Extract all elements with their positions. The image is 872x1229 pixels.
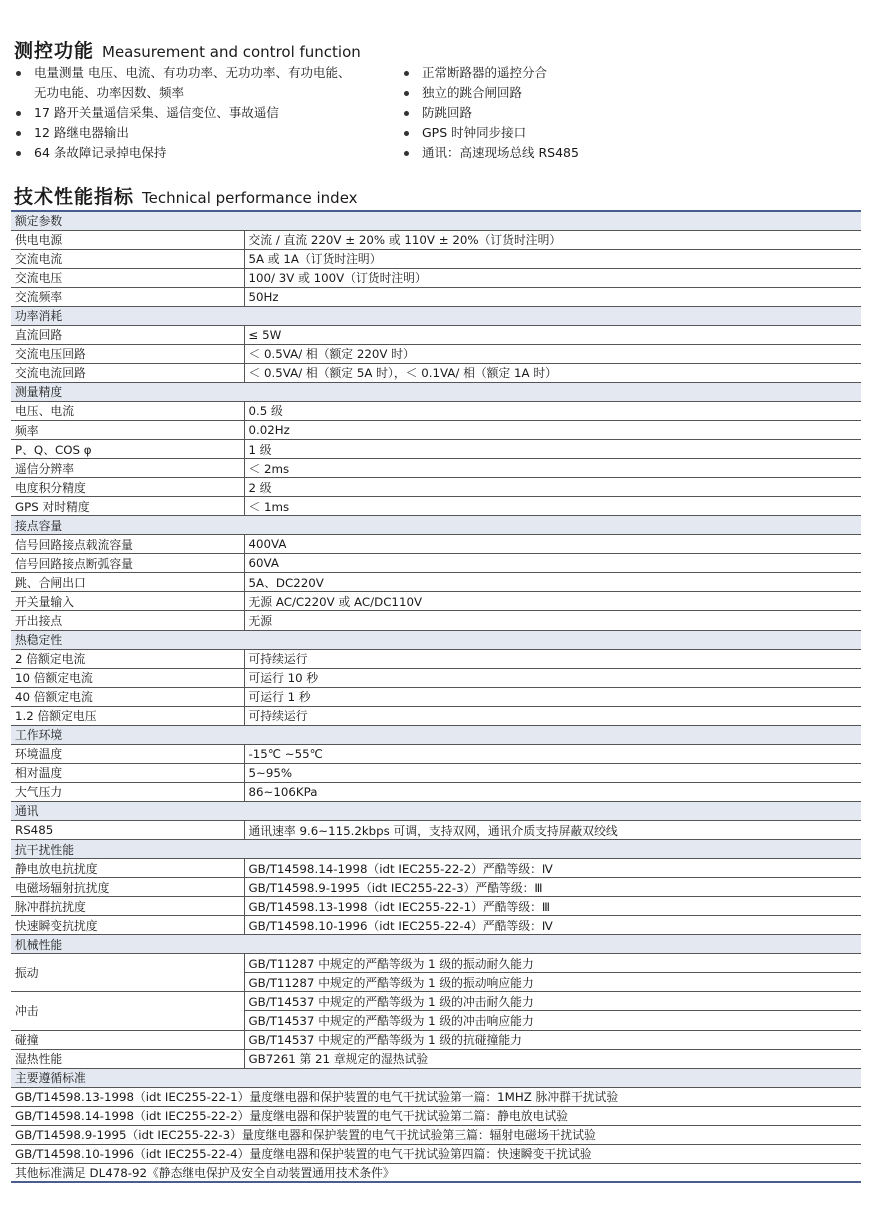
group-header-power [11, 306, 861, 325]
feature-text: 17 路开关量遥信采集、遥信变位、事故遥信 [34, 105, 279, 120]
feature-item [14, 63, 404, 103]
group-header-mechanical [11, 935, 861, 954]
feature-text: GPS 时钟同步接口 [422, 125, 527, 140]
table-row [11, 1049, 861, 1068]
table-cell: 交流电压回路 [11, 344, 244, 363]
table-cell: 主要遵循标准 [11, 1068, 861, 1087]
table-cell: 供电电源 [11, 230, 244, 249]
table-row [11, 1125, 861, 1144]
feature-item [402, 123, 842, 143]
table-cell: 大气压力 [11, 782, 244, 801]
feature-item [402, 143, 842, 163]
table-cell: ≤ 5W [244, 325, 861, 344]
table-cell: 86~106KPa [244, 782, 861, 801]
table-cell: GB/T14598.10-1996（idt IEC255-22-4）量度继电器和保护装置的电气干扰试验第四篇：快速瞬变干扰试验 [11, 1144, 861, 1163]
table-cell: 相对温度 [11, 763, 244, 782]
table-row [11, 763, 861, 782]
table-row [11, 668, 861, 687]
table-cell: 振动 [11, 954, 244, 992]
table-cell: 可持续运行 [244, 649, 861, 668]
table-cell: 信号回路接点断弧容量 [11, 554, 244, 573]
feature-text: 电量测量 电压、电流、有功功率、无功功率、有功电能、 [34, 65, 351, 80]
table-row [11, 535, 861, 554]
table-row [11, 554, 861, 573]
table-row [11, 859, 861, 878]
table-cell: 通讯速率 9.6~115.2kbps 可调，支持双网，通讯介质支持屏蔽双绞线 [244, 821, 861, 840]
group-header-emc [11, 840, 861, 859]
table-cell: 功率消耗 [11, 306, 861, 325]
table-cell: GB/T14537 中规定的严酷等级为 1 级的抗碰撞能力 [244, 1030, 861, 1049]
table-cell: 其他标准满足 DL478-92《静态继电保护及安全自动装置通用技术条件》 [11, 1163, 861, 1182]
table-row [11, 325, 861, 344]
table-cell: GB/T14598.13-1998（idt IEC255-22-1）量度继电器和保护装置的电气干扰试验第一篇：1MHZ 脉冲群干扰试验 [11, 1087, 861, 1106]
table-cell: ＜ 0.5VA/ 相（额定 220V 时） [244, 344, 861, 363]
spec-table [11, 210, 861, 1183]
table-cell: 冲击 [11, 992, 244, 1030]
table-row [11, 478, 861, 497]
table-row [11, 363, 861, 382]
table-row [11, 268, 861, 287]
table-cell: GPS 对时精度 [11, 497, 244, 516]
table-cell: 抗干扰性能 [11, 840, 861, 859]
feature-column-right [402, 63, 842, 163]
table-row [11, 459, 861, 478]
feature-text: 防跳回路 [422, 105, 473, 120]
table-cell: 热稳定性 [11, 630, 861, 649]
table-cell: GB/T11287 中规定的严酷等级为 1 级的振动耐久能力 [244, 954, 861, 973]
table-cell: 5A 或 1A（订货时注明） [244, 249, 861, 268]
feature-item [402, 83, 842, 103]
table-cell: 快速瞬变抗扰度 [11, 916, 244, 935]
table-cell: 碰撞 [11, 1030, 244, 1049]
table-cell: 可运行 1 秒 [244, 687, 861, 706]
feature-item [14, 103, 404, 123]
table-cell: GB/T14598.9-1995（idt IEC255-22-3）量度继电器和保护装置的电气干扰试验第三篇：辐射电磁场干扰试验 [11, 1125, 861, 1144]
table-cell: 5~95% [244, 763, 861, 782]
feature-text: 独立的跳合闸回路 [422, 85, 523, 100]
table-cell: 400VA [244, 535, 861, 554]
section-title-cn: 测控功能 [14, 40, 95, 62]
feature-text: 正常断路器的遥控分合 [422, 65, 548, 80]
table-row [11, 249, 861, 268]
group-header-comm [11, 801, 861, 820]
table-cell: 信号回路接点载流容量 [11, 535, 244, 554]
table-row [11, 916, 861, 935]
table-cell: P、Q、COS φ [11, 440, 244, 459]
table-cell: 电压、电流 [11, 401, 244, 420]
group-header-rated [11, 211, 861, 230]
table-row [11, 878, 861, 897]
section-title-technical [14, 182, 358, 209]
table-cell: RS485 [11, 821, 244, 840]
table-cell: GB/T14598.14-1998（idt IEC255-22-2）量度继电器和保护装置的电气干扰试验第二篇：静电放电试验 [11, 1106, 861, 1125]
table-cell: 遥信分辨率 [11, 459, 244, 478]
table-cell: 交流电压 [11, 268, 244, 287]
table-cell: 50Hz [244, 287, 861, 306]
feature-item [14, 143, 404, 163]
table-cell: 静电放电抗扰度 [11, 859, 244, 878]
table-cell: 无源 [244, 611, 861, 630]
table-row [11, 954, 861, 973]
section-title-en: Measurement and control function [102, 43, 361, 61]
group-header-accuracy [11, 382, 861, 401]
table-row [11, 821, 861, 840]
table-row [11, 687, 861, 706]
feature-text: 通讯：高速现场总线 RS485 [422, 145, 579, 160]
table-row [11, 782, 861, 801]
table-row [11, 992, 861, 1011]
table-row [11, 1106, 861, 1125]
table-cell: 5A、DC220V [244, 573, 861, 592]
table-cell: GB/T14598.10-1996（idt IEC255-22-4）严酷等级：Ⅳ [244, 916, 861, 935]
table-cell: ＜ 0.5VA/ 相（额定 5A 时），＜ 0.1VA/ 相（额定 1A 时） [244, 363, 861, 382]
table-cell: 通讯 [11, 801, 861, 820]
table-cell: 电度积分精度 [11, 478, 244, 497]
group-header-thermal [11, 630, 861, 649]
table-cell: 2 倍额定电流 [11, 649, 244, 668]
table-cell: GB7261 第 21 章规定的湿热试验 [244, 1049, 861, 1068]
table-row [11, 611, 861, 630]
table-row [11, 497, 861, 516]
table-cell: 接点容量 [11, 516, 861, 535]
table-cell: 可运行 10 秒 [244, 668, 861, 687]
table-cell: 10 倍额定电流 [11, 668, 244, 687]
table-cell: 湿热性能 [11, 1049, 244, 1068]
table-cell: 频率 [11, 421, 244, 440]
table-cell: 工作环境 [11, 725, 861, 744]
table-cell: -15℃ ~55℃ [244, 744, 861, 763]
table-row [11, 706, 861, 725]
table-cell: 交流 / 直流 220V ± 20% 或 110V ± 20%（订货时注明） [244, 230, 861, 249]
table-row [11, 744, 861, 763]
table-cell: 交流电流回路 [11, 363, 244, 382]
table-row [11, 1163, 861, 1182]
table-cell: 测量精度 [11, 382, 861, 401]
section-title-cn: 技术性能指标 [14, 186, 135, 208]
table-cell: GB/T11287 中规定的严酷等级为 1 级的振动响应能力 [244, 973, 861, 992]
table-row [11, 440, 861, 459]
feature-text: 12 路继电器输出 [34, 125, 129, 140]
section-title-en: Technical performance index [142, 189, 358, 207]
table-cell: 1.2 倍额定电压 [11, 706, 244, 725]
feature-item [402, 103, 842, 123]
table-row [11, 401, 861, 420]
table-cell: GB/T14537 中规定的严酷等级为 1 级的冲击耐久能力 [244, 992, 861, 1011]
table-cell: 1 级 [244, 440, 861, 459]
group-header-standards [11, 1068, 861, 1087]
table-cell: 额定参数 [11, 211, 861, 230]
feature-item [14, 123, 404, 143]
table-row [11, 344, 861, 363]
feature-column-left [14, 63, 404, 163]
table-cell: 脉冲群抗扰度 [11, 897, 244, 916]
table-cell: GB/T14598.13-1998（idt IEC255-22-1）严酷等级：Ⅲ [244, 897, 861, 916]
table-cell: 无源 AC/C220V 或 AC/DC110V [244, 592, 861, 611]
table-cell: GB/T14598.9-1995（idt IEC255-22-3）严酷等级：Ⅲ [244, 878, 861, 897]
table-cell: 电磁场辐射抗扰度 [11, 878, 244, 897]
table-cell: 可持续运行 [244, 706, 861, 725]
table-cell: GB/T14537 中规定的严酷等级为 1 级的冲击响应能力 [244, 1011, 861, 1030]
group-header-environment [11, 725, 861, 744]
table-cell: 开出接点 [11, 611, 244, 630]
table-row [11, 1087, 861, 1106]
table-cell: 交流电流 [11, 249, 244, 268]
table-row [11, 897, 861, 916]
section-title-measurement [14, 36, 361, 63]
feature-text: 无功电能、功率因数、频率 [34, 85, 185, 100]
table-cell: 开关量输入 [11, 592, 244, 611]
table-cell: 40 倍额定电流 [11, 687, 244, 706]
table-cell: 交流频率 [11, 287, 244, 306]
table-row [11, 230, 861, 249]
table-cell: ＜ 2ms [244, 459, 861, 478]
table-row [11, 592, 861, 611]
table-cell: ＜ 1ms [244, 497, 861, 516]
table-cell: 0.02Hz [244, 421, 861, 440]
table-row [11, 649, 861, 668]
table-row [11, 287, 861, 306]
table-row [11, 421, 861, 440]
table-cell: 环境温度 [11, 744, 244, 763]
table-cell: 100/ 3V 或 100V（订货时注明） [244, 268, 861, 287]
group-header-contact [11, 516, 861, 535]
feature-item [402, 63, 842, 83]
feature-text: 64 条故障记录掉电保持 [34, 145, 167, 160]
table-cell: 机械性能 [11, 935, 861, 954]
table-cell: 跳、合闸出口 [11, 573, 244, 592]
table-row [11, 573, 861, 592]
table-cell: 2 级 [244, 478, 861, 497]
table-cell: 直流回路 [11, 325, 244, 344]
table-cell: 60VA [244, 554, 861, 573]
table-cell: GB/T14598.14-1998（idt IEC255-22-2）严酷等级：Ⅳ [244, 859, 861, 878]
table-row [11, 1030, 861, 1049]
table-cell: 0.5 级 [244, 401, 861, 420]
table-row [11, 1144, 861, 1163]
